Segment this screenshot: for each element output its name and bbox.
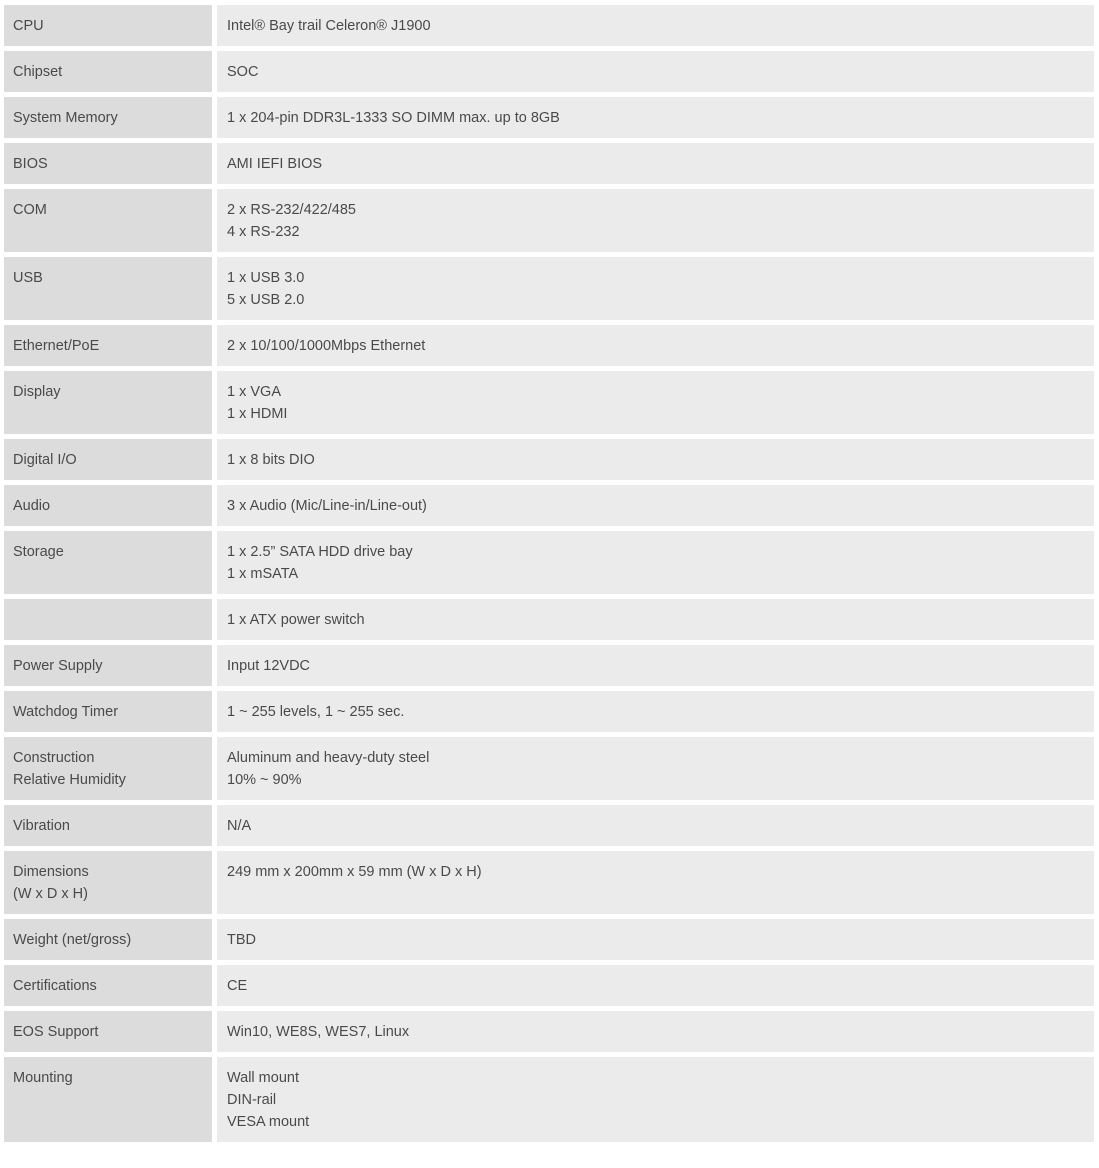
spec-value-text: VESA mount bbox=[227, 1114, 310, 1130]
spec-label-cell bbox=[4, 737, 212, 800]
spec-label-text: USB bbox=[13, 270, 43, 286]
spec-label-text: Weight (net/gross) bbox=[13, 932, 132, 948]
spec-value-text: 1 ~ 255 levels, 1 ~ 255 sec. bbox=[227, 704, 405, 720]
spec-row bbox=[4, 1057, 1094, 1142]
spec-value-text: 1 x ATX power switch bbox=[227, 612, 365, 628]
spec-label-text: Chipset bbox=[13, 64, 63, 80]
spec-value-text: Input 12VDC bbox=[227, 658, 311, 674]
spec-row bbox=[4, 645, 1094, 686]
spec-label-cell bbox=[4, 1011, 212, 1052]
spec-label-cell bbox=[4, 805, 212, 846]
spec-row bbox=[4, 51, 1094, 92]
spec-row bbox=[4, 485, 1094, 526]
spec-value-text: 1 x USB 3.0 bbox=[227, 270, 305, 286]
spec-label-cell bbox=[4, 965, 212, 1006]
spec-value-cell bbox=[217, 965, 1094, 1006]
spec-row bbox=[4, 439, 1094, 480]
spec-label-text: COM bbox=[13, 202, 47, 218]
spec-table bbox=[4, 5, 1094, 1142]
spec-value-text: 4 x RS-232 bbox=[227, 224, 300, 240]
spec-label-cell bbox=[4, 189, 212, 252]
spec-label-text: Ethernet/PoE bbox=[13, 338, 100, 354]
spec-value-cell bbox=[217, 439, 1094, 480]
spec-value-text: N/A bbox=[227, 818, 252, 834]
spec-value-cell bbox=[217, 645, 1094, 686]
spec-label-cell bbox=[4, 5, 212, 46]
spec-value-cell bbox=[217, 531, 1094, 594]
spec-value-text: 1 x VGA bbox=[227, 384, 281, 400]
spec-value-text: 1 x 8 bits DIO bbox=[227, 452, 315, 468]
spec-value-cell bbox=[217, 691, 1094, 732]
spec-label-cell bbox=[4, 599, 212, 640]
spec-label-text: BIOS bbox=[13, 156, 48, 172]
spec-value-cell bbox=[217, 371, 1094, 434]
spec-row bbox=[4, 143, 1094, 184]
spec-row bbox=[4, 919, 1094, 960]
spec-row bbox=[4, 189, 1094, 252]
spec-row bbox=[4, 737, 1094, 800]
spec-value-cell bbox=[217, 325, 1094, 366]
spec-label-cell bbox=[4, 691, 212, 732]
spec-value-cell bbox=[217, 257, 1094, 320]
spec-label-cell bbox=[4, 485, 212, 526]
spec-value-text: 2 x 10/100/1000Mbps Ethernet bbox=[227, 338, 426, 354]
spec-label-text: System Memory bbox=[13, 110, 118, 126]
spec-row bbox=[4, 531, 1094, 594]
spec-value-cell bbox=[217, 919, 1094, 960]
spec-value-cell bbox=[217, 805, 1094, 846]
spec-value-cell bbox=[217, 143, 1094, 184]
spec-label-text: Certifications bbox=[13, 978, 97, 994]
spec-label-cell bbox=[4, 325, 212, 366]
spec-value-cell bbox=[217, 97, 1094, 138]
spec-label-text: Construction bbox=[13, 750, 95, 766]
spec-row bbox=[4, 5, 1094, 46]
spec-label-cell bbox=[4, 97, 212, 138]
spec-value-text: CE bbox=[227, 978, 248, 994]
spec-value-text: 1 x 204-pin DDR3L-1333 SO DIMM max. up to 8GB bbox=[227, 110, 560, 126]
spec-label-cell bbox=[4, 919, 212, 960]
spec-label-text: Display bbox=[13, 384, 61, 400]
spec-value-text: SOC bbox=[227, 64, 259, 80]
spec-value-cell bbox=[217, 851, 1094, 914]
spec-row bbox=[4, 371, 1094, 434]
spec-row bbox=[4, 325, 1094, 366]
spec-label-text: Audio bbox=[13, 498, 51, 514]
spec-value-text: 2 x RS-232/422/485 bbox=[227, 202, 356, 218]
spec-row bbox=[4, 851, 1094, 914]
spec-value-cell bbox=[217, 189, 1094, 252]
spec-label-text: Vibration bbox=[13, 818, 70, 834]
spec-value-text: 1 x HDMI bbox=[227, 406, 288, 422]
spec-row bbox=[4, 97, 1094, 138]
spec-label-text: CPU bbox=[13, 18, 44, 34]
spec-value-cell bbox=[217, 737, 1094, 800]
spec-value-text: Wall mount bbox=[227, 1070, 299, 1086]
spec-label-cell bbox=[4, 51, 212, 92]
spec-row bbox=[4, 599, 1094, 640]
spec-label-cell bbox=[4, 645, 212, 686]
spec-row bbox=[4, 257, 1094, 320]
spec-row bbox=[4, 691, 1094, 732]
spec-label-text: (W x D x H) bbox=[13, 886, 88, 902]
spec-value-text: 5 x USB 2.0 bbox=[227, 292, 305, 308]
spec-label-text: Mounting bbox=[13, 1070, 73, 1086]
spec-value-text: Win10, WE8S, WES7, Linux bbox=[227, 1024, 410, 1040]
spec-value-text: DIN-rail bbox=[227, 1092, 277, 1108]
spec-label-text: Relative Humidity bbox=[13, 772, 126, 788]
spec-label-cell bbox=[4, 439, 212, 480]
spec-value-text: 1 x 2.5” SATA HDD drive bay bbox=[227, 544, 413, 560]
spec-value-text: AMI IEFI BIOS bbox=[227, 156, 323, 172]
spec-value-text: 1 x mSATA bbox=[227, 566, 299, 582]
spec-label-cell bbox=[4, 851, 212, 914]
spec-label-text: Power Supply bbox=[13, 658, 103, 674]
spec-value-cell bbox=[217, 485, 1094, 526]
spec-label-cell bbox=[4, 531, 212, 594]
spec-value-text: Aluminum and heavy-duty steel bbox=[227, 750, 430, 766]
spec-label-cell bbox=[4, 257, 212, 320]
spec-label-cell bbox=[4, 371, 212, 434]
spec-label-text: Watchdog Timer bbox=[13, 704, 119, 720]
spec-label-cell bbox=[4, 143, 212, 184]
spec-label-cell bbox=[4, 1057, 212, 1142]
spec-value-cell bbox=[217, 1011, 1094, 1052]
spec-value-text: 3 x Audio (Mic/Line-in/Line-out) bbox=[227, 498, 427, 514]
spec-label-text: Digital I/O bbox=[13, 452, 77, 468]
spec-value-cell bbox=[217, 51, 1094, 92]
spec-value-text: Intel® Bay trail Celeron® J1900 bbox=[227, 18, 431, 34]
spec-value-cell bbox=[217, 5, 1094, 46]
spec-value-cell bbox=[217, 1057, 1094, 1142]
spec-row bbox=[4, 965, 1094, 1006]
spec-label-text: Storage bbox=[13, 544, 64, 560]
spec-row bbox=[4, 1011, 1094, 1052]
spec-label-text: EOS Support bbox=[13, 1024, 99, 1040]
spec-value-text: TBD bbox=[227, 932, 256, 948]
spec-value-text: 10% ~ 90% bbox=[227, 772, 302, 788]
spec-value-cell bbox=[217, 599, 1094, 640]
spec-row bbox=[4, 805, 1094, 846]
spec-value-text: 249 mm x 200mm x 59 mm (W x D x H) bbox=[227, 864, 482, 880]
spec-label-text: Dimensions bbox=[13, 864, 89, 880]
